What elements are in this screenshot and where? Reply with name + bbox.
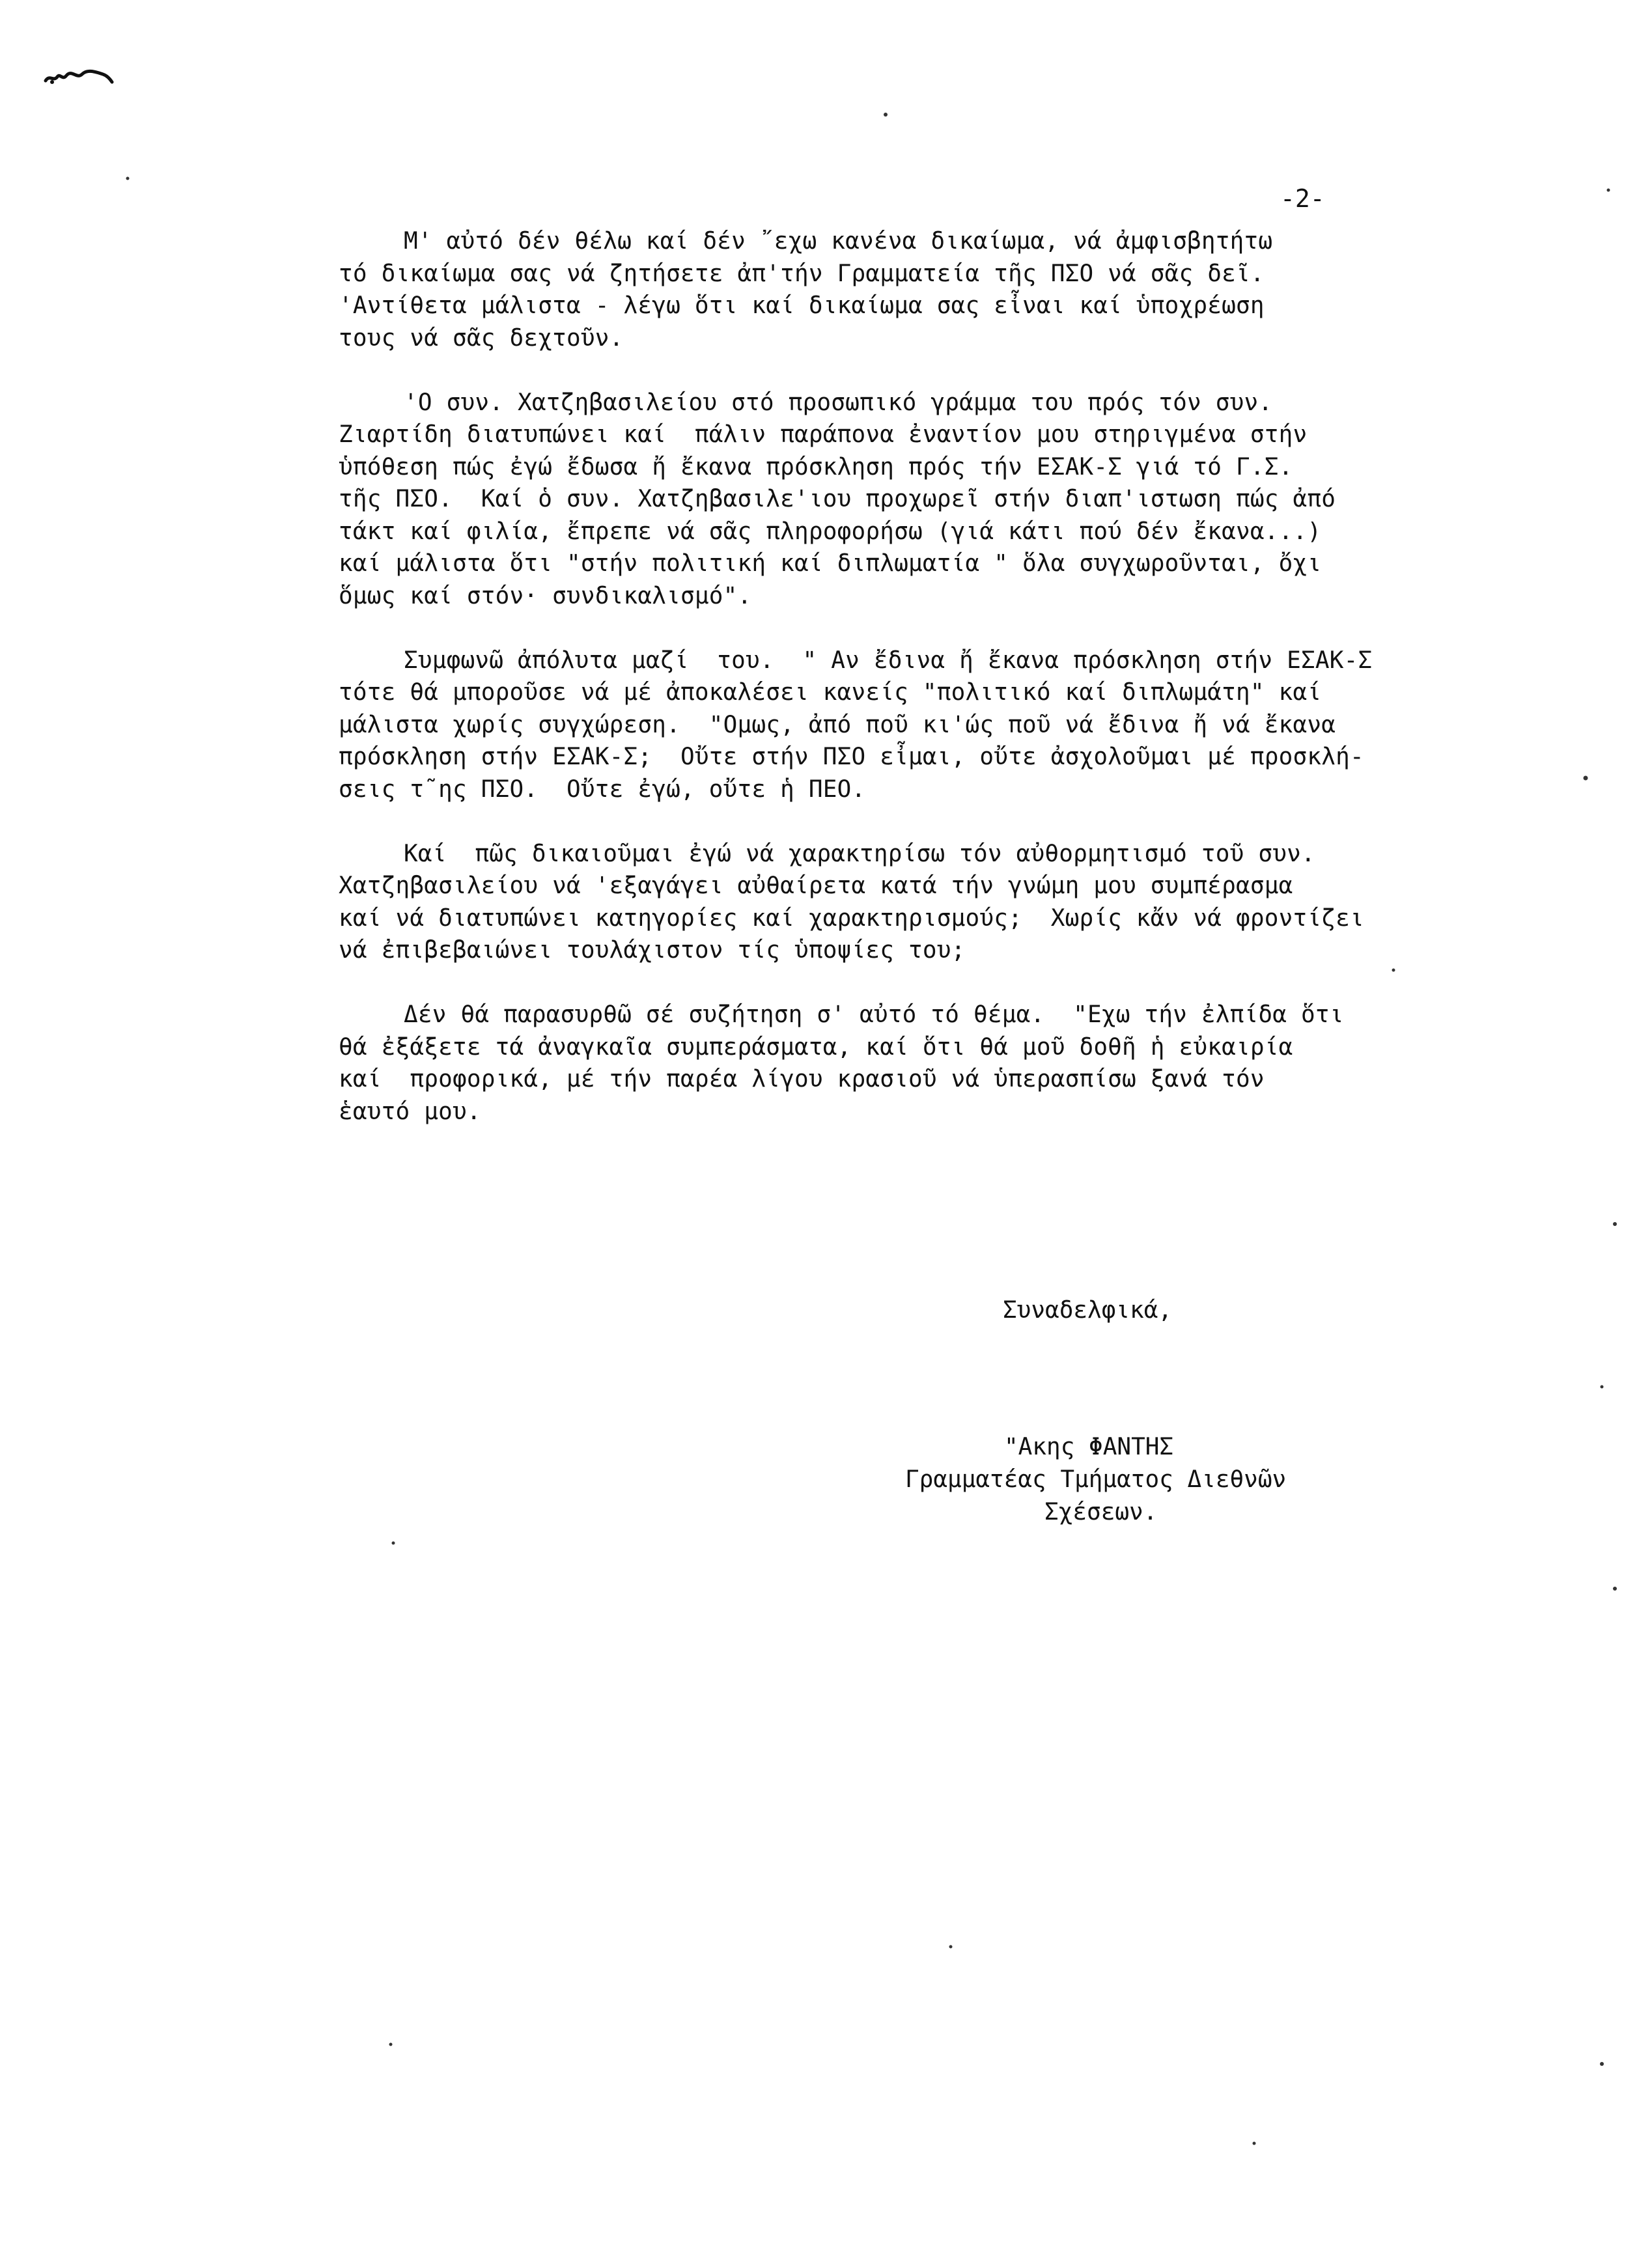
text-line: τῆς ΠΣΟ. Καί ὁ συν. Χατζηβασιλε'ιου προχωρεῖ στήν διαπ'ιστωση πώς ἀπό <box>339 486 1336 512</box>
paragraph-5 <box>339 999 1530 1128</box>
signatory-title: Γραμματέας Τμήματος Διεθνῶν <box>905 1466 1287 1493</box>
text-line: Χατζηβασιλείου νά 'εξαγάγει αὐθαίρετα κατά τήν γνώμη μου συμπέρασμα <box>339 872 1293 899</box>
text-line: Συμφωνῶ ἀπόλυτα μαζί του. " Αν ἔδινα ἤ ἔκανα πρόσκληση στήν ΕΣΑΚ-Σ <box>404 647 1373 674</box>
text-line: Δέν θά παρασυρθῶ σέ συζήτηση σ' αὐτό τό θέμα. "Εχω τήν ἐλπίδα ὅτι <box>404 1001 1344 1028</box>
letter-body <box>339 225 1530 1160</box>
handwritten-mark <box>43 63 115 89</box>
paragraph-3 <box>339 645 1530 806</box>
text-line: τό δικαίωμα σας νά ζητήσετε ἀπ'τήν Γραμματεία τῆς ΠΣΟ νά σᾶς δεῖ. <box>339 260 1265 287</box>
text-line: θά ἐξάξετε τά ἀναγκαῖα συμπεράσματα, καί ὅτι θά μοῦ δοθῆ ἡ εὐκαιρία <box>339 1033 1293 1061</box>
text-line: νά ἐπιβεβαιώνει τουλάχιστον τίς ὑποψίες του; <box>339 937 966 964</box>
text-line: τους νά σᾶς δεχτοῦν. <box>339 324 624 352</box>
signature-block <box>905 1431 1426 1529</box>
closing-salutation: Συναδελφικά, <box>1003 1297 1173 1324</box>
text-line: Καί πῶς δικαιοῦμαι ἐγώ νά χαρακτηρίσω τόν αὐθορμητισμό τοῦ συν. <box>404 840 1315 867</box>
text-line: καί προφορικά, μέ τήν παρέα λίγου κρασιοῦ νά ὑπερασπίσω ξανά τόν <box>339 1066 1265 1093</box>
paragraph-2 <box>339 387 1530 613</box>
page-number: -2- <box>1280 184 1325 213</box>
text-line: Μ' αὐτό δέν θέλω καί δέν ῎εχω κανένα δικαίωμα, νά ἀμφισβητήτω <box>404 228 1273 255</box>
paragraph-4 <box>339 838 1530 967</box>
text-line: 'Ο συν. Χατζηβασιλείου στό προσωπικό γράμμα του πρός τόν συν. <box>404 389 1273 416</box>
signatory-title-continued: Σχέσεων. <box>1044 1499 1158 1525</box>
text-line: καί νά διατυπώνει κατηγορίες καί χαρακτηρισμούς; Χωρίς κἄν νά φροντίζει <box>339 904 1364 932</box>
text-line: καί μάλιστα ὅτι "στήν πολιτική καί διπλωματία " ὅλα συγχωροῦνται, ὄχι <box>339 550 1322 577</box>
signatory-name: "Ακης ΦΑΝΤΗΣ <box>1004 1434 1174 1460</box>
text-line: σεις τ῀ης ΠΣΟ. Οὔτε ἐγώ, οὔτε ἡ ΠΕΟ. <box>339 775 866 803</box>
text-line: ἑαυτό μου. <box>339 1098 481 1125</box>
text-line: μάλιστα χωρίς συγχώρεση. "Ομως, ἀπό ποῦ κι'ώς ποῦ νά ἔδινα ἤ νά ἔκανα <box>339 711 1336 738</box>
text-line: πρόσκληση στήν ΕΣΑΚ-Σ; Οὔτε στήν ΠΣΟ εἶμαι, οὔτε ἀσχολοῦμαι μέ προσκλή- <box>339 744 1364 770</box>
text-line: ὑπόθεση πώς ἐγώ ἔδωσα ἤ ἔκανα πρόσκληση πρός τήν ΕΣΑΚ-Σ γιά τό Γ.Σ. <box>339 453 1293 480</box>
text-line: ὅμως καί στόν· συνδικαλισμό". <box>339 582 752 609</box>
paragraph-1 <box>339 225 1530 354</box>
text-line: Ζιαρτίδη διατυπώνει καί πάλιν παράπονα ἐναντίον μου στηριγμένα στήν <box>339 421 1308 448</box>
text-line: τάκτ καί φιλία, ἔπρεπε νά σᾶς πληροφορήσω (γιά κάτι πού δέν ἔκανα...) <box>339 518 1322 545</box>
text-line: τότε θά μποροῦσε νά μέ ἀποκαλέσει κανείς "πολιτικό καί διπλωμάτη" καί <box>339 679 1322 706</box>
text-line: 'Αντίθετα μάλιστα - λέγω ὅτι καί δικαίωμα σας εἶναι καί ὑποχρέωση <box>339 292 1265 319</box>
